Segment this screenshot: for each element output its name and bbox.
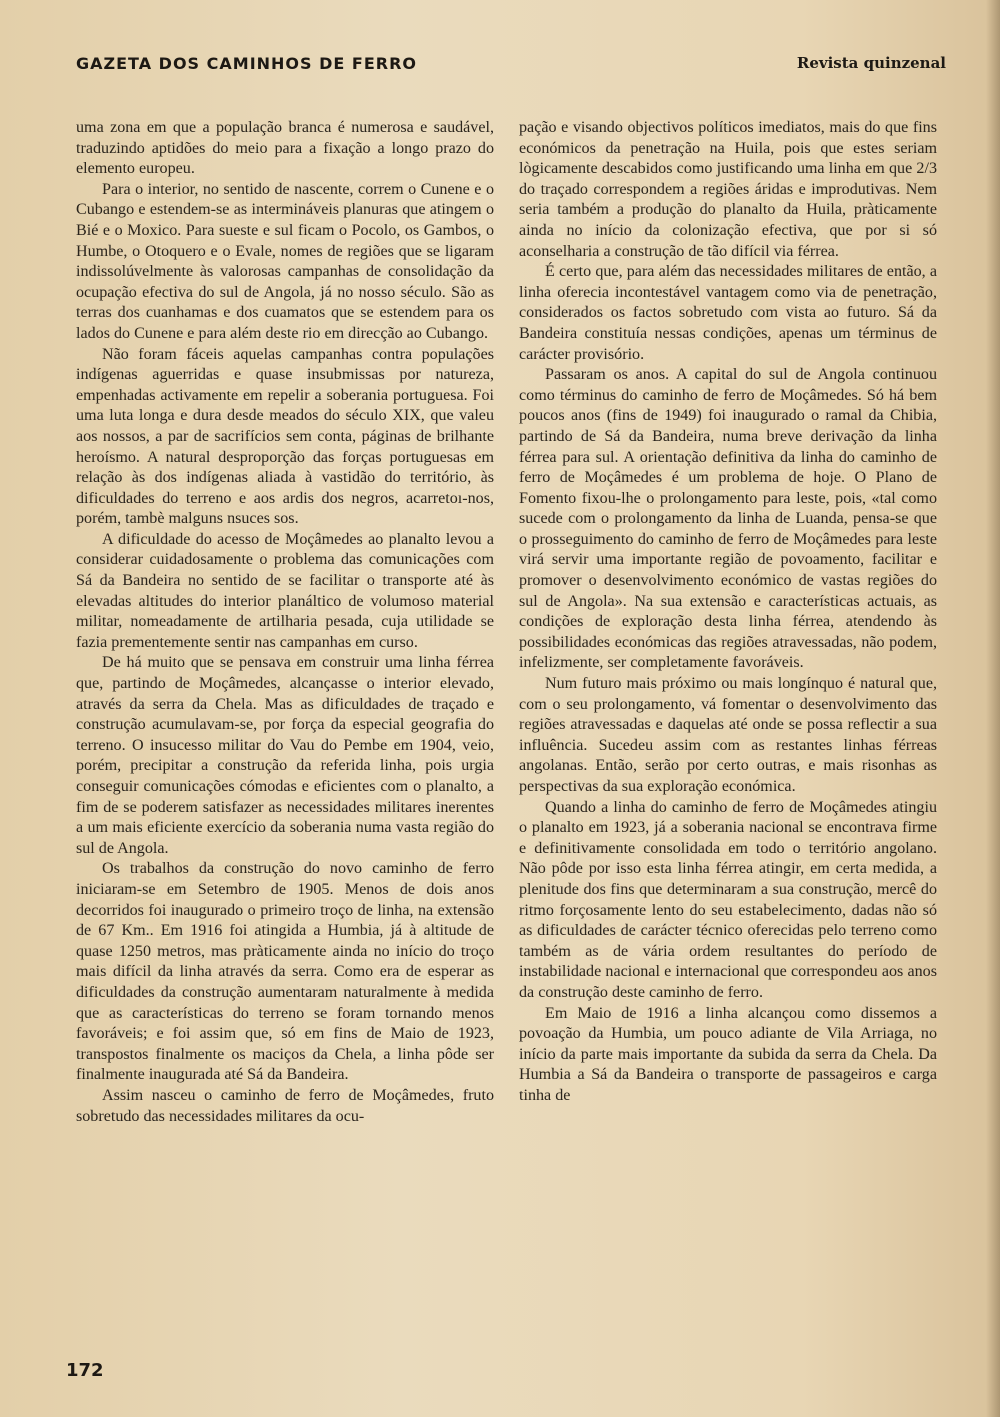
journal-title: GAZETA DOS CAMINHOS DE FERRO [76,54,418,73]
paragraph: Em Maio de 1916 a linha alcançou como dissemos a povoação da Humbia, um pouco adiante de Vila Arriaga, no início da parte mais importante da subida da serra da Chela. Da Humbia a Sá da Bandeira o transporte de passageiros e carga tinha de [519,1004,937,1104]
running-header [76,54,946,80]
binding-shadow [986,0,1000,1417]
paragraph: Assim nasceu o caminho de ferro de Moçâmedes, fruto sobretudo das necessidades militares da ocu- [76,1086,494,1125]
paragraph: Passaram os anos. A capital do sul de Angola continuou como términus do caminho de ferro de Moçâmedes. Só há bem poucos anos (fins de 1949) foi inaugurado o ramal da Chibia, partindo de Sá da Bandeira, numa breve derivação da linha férrea para sul. A orientação definitiva da linha do caminho de ferro de Moçâmedes é um problema de hoje. O Plano de Fomento fixou-lhe o prolongamento para leste, pois, «tal como sucede com o prolongamento da linha de Luanda, pensa-se que o prosseguimento do caminho de ferro de Moçâmedes para leste virá servir uma importante região de povoamento, facilitar e promover o desenvolvimento económico de vastas regiões do sul de Angola». Na sua extensão e características actuais, as condições de exploração desta linha férrea, atendendo às possibilidades económicas das regiões atravessadas, não podem, infelizmente, ser completamente favoráveis. [519,366,937,672]
paragraph: De há muito que se pensava em construir uma linha férrea que, partindo de Moçâmedes, alcançasse o interior elevado, através da serra da Chela. Mas as dificuldades de traçado e construção acumulavam-se, por força da especial geografia do terreno. O insucesso militar do Vau do Pembe em 1904, veio, porém, precipitar a construção da referida linha, pois urgia conseguir comunicações cómodas e eficientes com o planalto, a fim de se poderem satisfazer as necessidades militares inerentes a um mais eficiente exercício da soberania numa vasta região do sul de Angola. [76,654,494,857]
paragraph: Quando a linha do caminho de ferro de Moçâmedes atingiu o planalto em 1923, já a soberania nacional se encontrava firme e definitivamente consolidada em todo o território angolano. Não pôde por isso esta linha férrea atingir, em certa medida, a plenitude dos fins que determinaram a sua construção, mercê do ritmo forçosamente lento do seu estabelecimento, dadas não só as dificuldades de carácter técnico oferecidas pelo terreno como também as de vária ordem resultantes do período de instabilidade nacional e internacional que correspondeu aos anos da construção deste caminho de ferro. [519,798,937,1001]
journal-subtitle: Revista quinzenal [796,54,946,72]
right-column [519,118,937,1107]
paragraph: Os trabalhos da construção do novo caminho de ferro iniciaram-se em Setembro de 1905. Menos de dois anos decorridos foi inaugurado o primeiro troço de linha, na extensão de 67 Km.. Em 1916 foi atingida a Humbia, já à altitude de quase 1250 metros, mas pràticamente ainda no início do troço mais difícil da linha através da serra. Como era de esperar as dificuldades da construção aumentaram naturalmente à medida que as características do terreno se foram tornando menos favoráveis; e foi assim que, só em fins de Maio de 1923, transpostos finalmente os maciços da Chela, a linha pôde ser finalmente inaugurada até Sá da Bandeira. [76,860,494,1084]
paragraph: Não foram fáceis aquelas campanhas contra populações indígenas aguerridas e quase insubmissas por natureza, empenhadas activamente em repelir a soberania portuguesa. Foi uma luta longa e dura desde meados do século XIX, que valeu aos nossos, a par de sacrifícios sem conta, páginas de brilhante heroísmo. A natural desproporção das forças portuguesas em relação às dos indígenas aliada à vastidão do território, às dificuldades do terreno e aos ardis dos negros, acarretoı-nos, porém, tambè malguns nsuces sos. [76,345,494,528]
left-column [76,118,494,1127]
paragraph: Num futuro mais próximo ou mais longínquo é natural que, com o seu prolongamento, vá fomentar o desenvolvimento das regiões atravessadas e daquelas até onde se possa reflectir a sua influência. Sucedeu assim com as restantes linhas férreas angolanas. Então, serão por certo outras, e mais risonhas as perspectivas da sua exploração económica. [519,675,937,795]
paragraph: Para o interior, no sentido de nascente, correm o Cunene e o Cubango e estendem-se as intermináveis planuras que atingem o Bié e o Moxico. Para sueste e sul ficam o Pocolo, os Gambos, o Humbe, o Otoquero e o Evale, nomes de regiões que se ligaram indissolúvelmente às valorosas campanhas de consolidação da ocupação efectiva do sul de Angola, já no nosso século. São as terras dos cuanhamas e dos cuamatos que se estendem para os lados do Cunene e para além deste rio em direcção ao Cubango. [76,180,494,342]
paragraph: É certo que, para além das necessidades militares de então, a linha oferecia incontestável vantagem como via de penetração, considerados os factos sobretudo com vista ao futuro. Sá da Bandeira constituía nessas condições, apenas um términus de carácter provisório. [519,263,937,363]
paragraph: pação e visando objectivos políticos imediatos, mais do que fins económicos da penetração na Huila, pois que estes seriam lògicamente descabidos como justificando uma linha em que 2/3 do traçado correspondem a regiões áridas e improdutivas. Nem seria também a produção do planalto da Huila, pràticamente ainda no início da colonização efectiva, que por si só aconselharia a construção de tão difícil via férrea. [519,119,937,260]
paragraph: uma zona em que a população branca é numerosa e saudável, traduzindo aptidões do meio para a fixação a longo prazo do elemento europeu. [76,119,494,178]
page-number: 172 [66,1360,104,1381]
paragraph: A dificuldade do acesso de Moçâmedes ao planalto levou a considerar cuidadosamente o problema das comunicações com Sá da Bandeira no sentido de se facilitar o transporte até às elevadas altitudes do interior planáltico de volumoso material militar, nomeadamente de artilharia pesada, cuja utilidade se fazia prementemente sentir nas campanhas em curso. [76,530,494,651]
